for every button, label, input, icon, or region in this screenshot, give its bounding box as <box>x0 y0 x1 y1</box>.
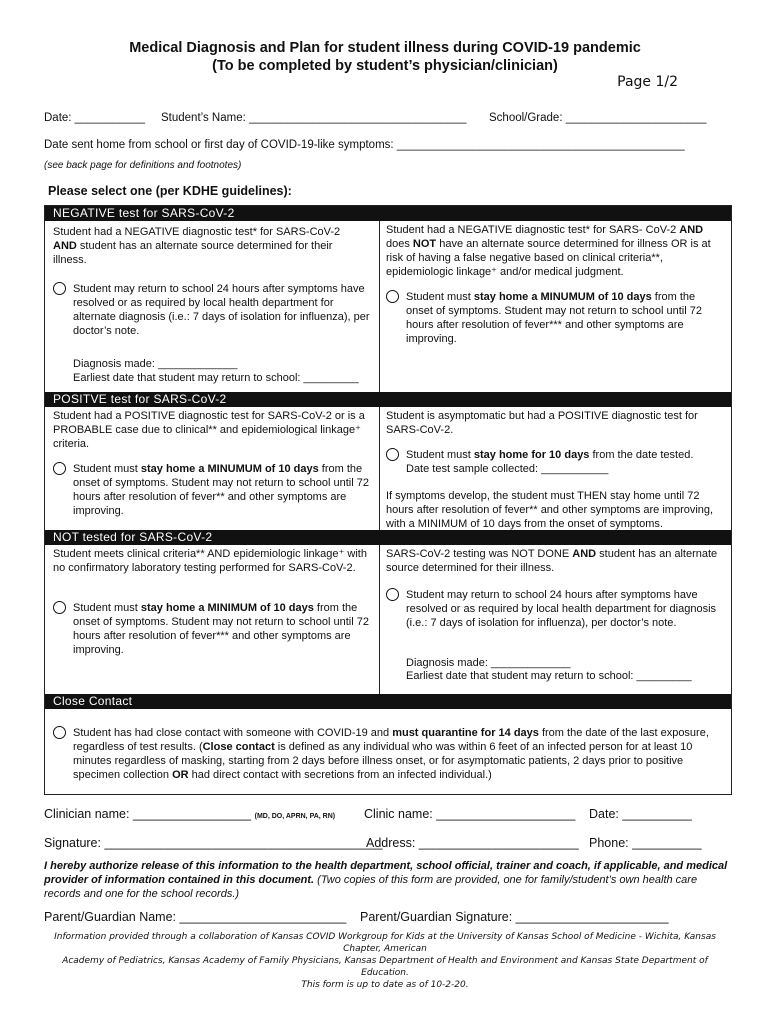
not-tested-stay-home-option[interactable]: Student must stay home a MINIMUM of 10 days from the onset of symptoms. Student may not return to school until 72 hours after resolution of fever*** and other symptoms are improving. <box>53 601 373 657</box>
positive-stay-home-option[interactable]: Student must stay home a MINUMUM of 10 days from the onset of symptoms. Student may not return to school until 72 hours after resolution of fever** and other symptoms are improving. <box>53 462 373 518</box>
signature-field[interactable]: Signature: ________________________________________ <box>44 836 383 850</box>
negative-left-description: Student had a NEGATIVE diagnostic test* for SARS-CoV-2 AND student has an alternate source determined for their illness. <box>53 226 341 266</box>
parent-name-field[interactable]: Parent/Guardian Name: ________________________ <box>44 910 347 924</box>
column-divider <box>379 221 380 392</box>
positive-left-description: Student had a POSITIVE diagnostic test for SARS-CoV-2 or is a PROBABLE case due to clinical** and epidemiological linkage⁺ criteria. <box>53 410 365 450</box>
not-tested-right-description: SARS-CoV-2 testing was NOT DONE AND student has an alternate source determined for their illness. <box>386 548 718 574</box>
negative-diagnosis-made[interactable]: Diagnosis made: _____________ <box>73 358 238 370</box>
radio-circle-icon[interactable] <box>53 726 66 739</box>
positive-asymptomatic-option[interactable]: Student must stay home for 10 days from the date tested. <box>386 448 721 462</box>
form-title-line2: (To be completed by student’s physician/clinician) <box>212 58 558 74</box>
clinician-name-field[interactable]: Clinician name: _________________ (MD, DO, APRN, PA, RN) <box>44 807 336 821</box>
parent-signature-field[interactable]: Parent/Guardian Signature: ______________________ <box>360 910 669 924</box>
clinic-name-field[interactable]: Clinic name: ____________________ <box>364 807 576 821</box>
clinician-date-field[interactable]: Date: __________ <box>589 807 692 821</box>
phone-field[interactable]: Phone: __________ <box>589 836 702 850</box>
radio-circle-icon[interactable] <box>386 290 399 303</box>
footer-credits: Information provided through a collaboration of Kansas COVID Workgroup for Kids at the University of Kansas School of Medicine - Wichita, Kansas Chapter, American Academy of Pediatrics, Kansas Academy of Family Physicians, Kansas Department of Health and Environment and Kansas State Department of Education. This form is up to date as of 10-2-20. <box>54 932 716 990</box>
date-sent-home-field[interactable]: Date sent home from school or first day of COVID-19-like symptoms: _____________________________________________ <box>44 139 685 151</box>
not-tested-alternate-option[interactable]: Student may return to school 24 hours after symptoms have resolved or as required by local health department for diagnosis (i.e.: 7 days of isolation for influenza), per doctor’s note. <box>386 588 721 630</box>
radio-circle-icon[interactable] <box>53 282 66 295</box>
not-tested-section-header: NOT tested for SARS-CoV-2 <box>45 530 731 545</box>
radio-circle-icon[interactable] <box>53 462 66 475</box>
positive-section-header: POSITVE test for SARS-CoV-2 <box>45 392 731 407</box>
select-heading: Please select one (per KDHE guidelines): <box>48 184 292 198</box>
school-grade-field[interactable]: School/Grade: ______________________ <box>489 112 707 124</box>
negative-alternate-option[interactable]: Student may return to school 24 hours after symptoms have resolved or as required by local health department for alternate diagnosis (i.e.: 7 days of isolation for influenza), per doctor’s note. <box>53 282 373 338</box>
negative-right-description: Student had a NEGATIVE diagnostic test* for SARS- CoV-2 AND does NOT have an alternate source determined for illness OR is at risk of having a false negative based on clinical criteria**, epidemiologic linkage⁺ and/or medical judgment. <box>386 224 711 278</box>
radio-circle-icon[interactable] <box>386 448 399 461</box>
not-tested-diagnosis-made[interactable]: Diagnosis made: _____________ <box>406 657 571 669</box>
not-tested-left-description: Student meets clinical criteria** AND epidemiologic linkage⁺ with no confirmatory laboratory testing performed for SARS-CoV-2. <box>53 548 367 574</box>
form-title-line1: Medical Diagnosis and Plan for student illness during COVID-19 pandemic <box>129 40 641 56</box>
positive-sample-collected[interactable]: Date test sample collected: ___________ <box>406 463 609 475</box>
close-contact-option[interactable]: Student has had close contact with someone with COVID-19 and must quarantine for 14 days from the date of the last exposure, regardless of test results. (Close contact is defined as any individual who was within 6 feet of an infected person for at least 10 minutes regardless of masking, starting from 2 days before illness onset, or for asymptomatic patients, 2 days prior to positive specimen collection OR had direct contact with secretions from an infected individual.) <box>53 726 723 782</box>
column-divider <box>379 545 380 694</box>
close-contact-section-header: Close Contact <box>45 694 731 709</box>
positive-right-description: Student is asymptomatic but had a POSITIVE diagnostic test for SARS-CoV-2. <box>386 410 698 436</box>
authorization-statement: I hereby authorize release of this information to the health department, school official, trainer and coach, if applicable, and medical provider of information contained in this document. (Two copies of this form are provided, one for family/student’s own health care records and one for the school records.) <box>44 860 728 900</box>
negative-section-header: NEGATIVE test for SARS-CoV-2 <box>45 206 731 221</box>
radio-circle-icon[interactable] <box>386 588 399 601</box>
column-divider <box>379 407 380 530</box>
date-field[interactable]: Date: ___________ <box>44 112 146 124</box>
credentials-note: (MD, DO, APRN, PA, RN) <box>254 813 336 820</box>
see-back-note: (see back page for definitions and footnotes) <box>44 160 242 171</box>
address-field[interactable]: Address: _______________________ <box>366 836 579 850</box>
not-tested-earliest-return[interactable]: Earliest date that student may return to school: _________ <box>406 670 692 682</box>
diagnosis-table <box>44 205 732 795</box>
radio-circle-icon[interactable] <box>53 601 66 614</box>
positive-if-symptoms-develop: If symptoms develop, the student must THEN stay home until 72 hours after resolution of fever** and other symptoms are improving, with a MINIMUM of 10 days from the onset of symptoms. <box>386 490 714 530</box>
negative-earliest-return[interactable]: Earliest date that student may return to school: _________ <box>73 372 359 384</box>
negative-stay-home-option[interactable]: Student must stay home a MINUMUM of 10 days from the onset of symptoms. Student may not return to school until 72 hours after resolution of fever*** and other symptoms are improving. <box>386 290 721 346</box>
student-name-field[interactable]: Student’s Name: __________________________________ <box>161 112 467 124</box>
page-number: Page 1/2 <box>617 74 678 90</box>
